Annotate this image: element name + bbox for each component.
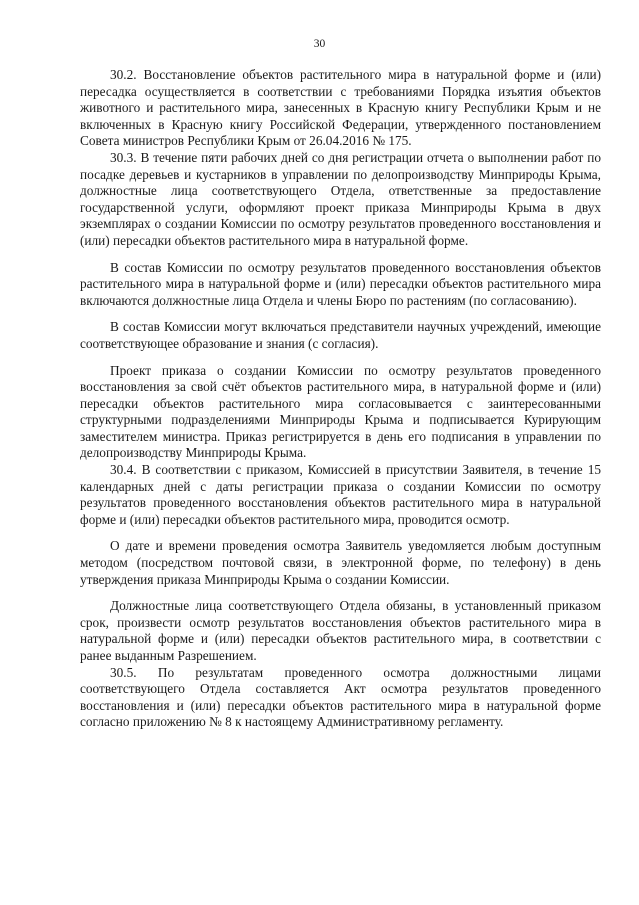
paragraph-commission-composition: В состав Комиссии по осмотру результатов проведенного восстановления объектов растительного мира в натуральной форме и (или) пересадки объектов растительного мира включаются должностные лица Отдела и члены Бюро по растениям (по согласованию). bbox=[80, 259, 601, 308]
page-number: 30 bbox=[313, 38, 326, 50]
paragraph-order-project: Проект приказа о создании Комиссии по осмотру результатов проведенного восстановления за свой счёт объектов растительного мира, в натуральной форме и (или) пересадки объектов растительного мира согласовывается с заинтересованными структурными подразделениями Минприроды Крыма и подписывается Курирующим заместителем министра. Приказ регистрируется в день его подписания в управлении по делопроизводству Минприроды Крыма. bbox=[80, 362, 601, 461]
paragraph-officials-duty: Должностные лица соответствующего Отдела обязаны, в установленный приказом срок, произвести осмотр результатов восстановления объектов растительного мира в натуральной форме и (или) пересадки объектов растительного мира, в соответствии с ранее выданным Разрешением. bbox=[80, 598, 601, 663]
paragraph-commission-scientists: В состав Комиссии могут включаться представители научных учреждений, имеющие соответствующее образование и знания (с согласия). bbox=[80, 319, 601, 351]
paragraph-30-4: 30.4. В соответствии с приказом, Комиссией в присутствии Заявителя, в течение 15 календарных дней с даты регистрации приказа о создании Комиссии по осмотру результатов проведенного восстановления объектов растительного мира в натуральной форме и (или) пересадки объектов растительного мира, проводится осмотр. bbox=[80, 462, 601, 527]
paragraph-30-3: 30.3. В течение пяти рабочих дней со дня регистрации отчета о выполнении работ по посадке деревьев и кустарников в управлении по делопроизводству Минприроды Крыма, должностные лица соответствующего Отдела, ответственные за предоставление государственной услуги, оформляют проект приказа Минприроды Крыма в двух экземплярах о создании Комиссии по осмотру результатов проведенного восстановления и (или) пересадки объектов растительного мира в натуральной форме. bbox=[80, 149, 601, 248]
paragraph-30-5: 30.5. По результатам проведенного осмотра должностными лицами соответствующего Отдела составляется Акт осмотра результатов проведенного восстановления и (или) пересадки объектов растительного мира в натуральной форме согласно приложению № 8 к настоящему Административному регламенту. bbox=[80, 664, 601, 730]
document-body bbox=[80, 67, 601, 731]
paragraph-inspection-notice: О дате и времени проведения осмотра Заявитель уведомляется любым доступным методом (посредством почтовой связи, в электронной форме, по телефону) в день утверждения приказа Минприроды Крыма о создании Комиссии. bbox=[80, 538, 601, 587]
paragraph-30-2: 30.2. Восстановление объектов растительного мира в натуральной форме и (или) пересадка осуществляется в соответствии с требованиями Порядка изъятия объектов животного и растительного мира, занесенных в Красную книгу Республики Крым и не включенных в Красную книгу Российской Федерации, утвержденного постановлением Совета министров Республики Крым от 26.04.2016 № 175. bbox=[80, 67, 601, 149]
